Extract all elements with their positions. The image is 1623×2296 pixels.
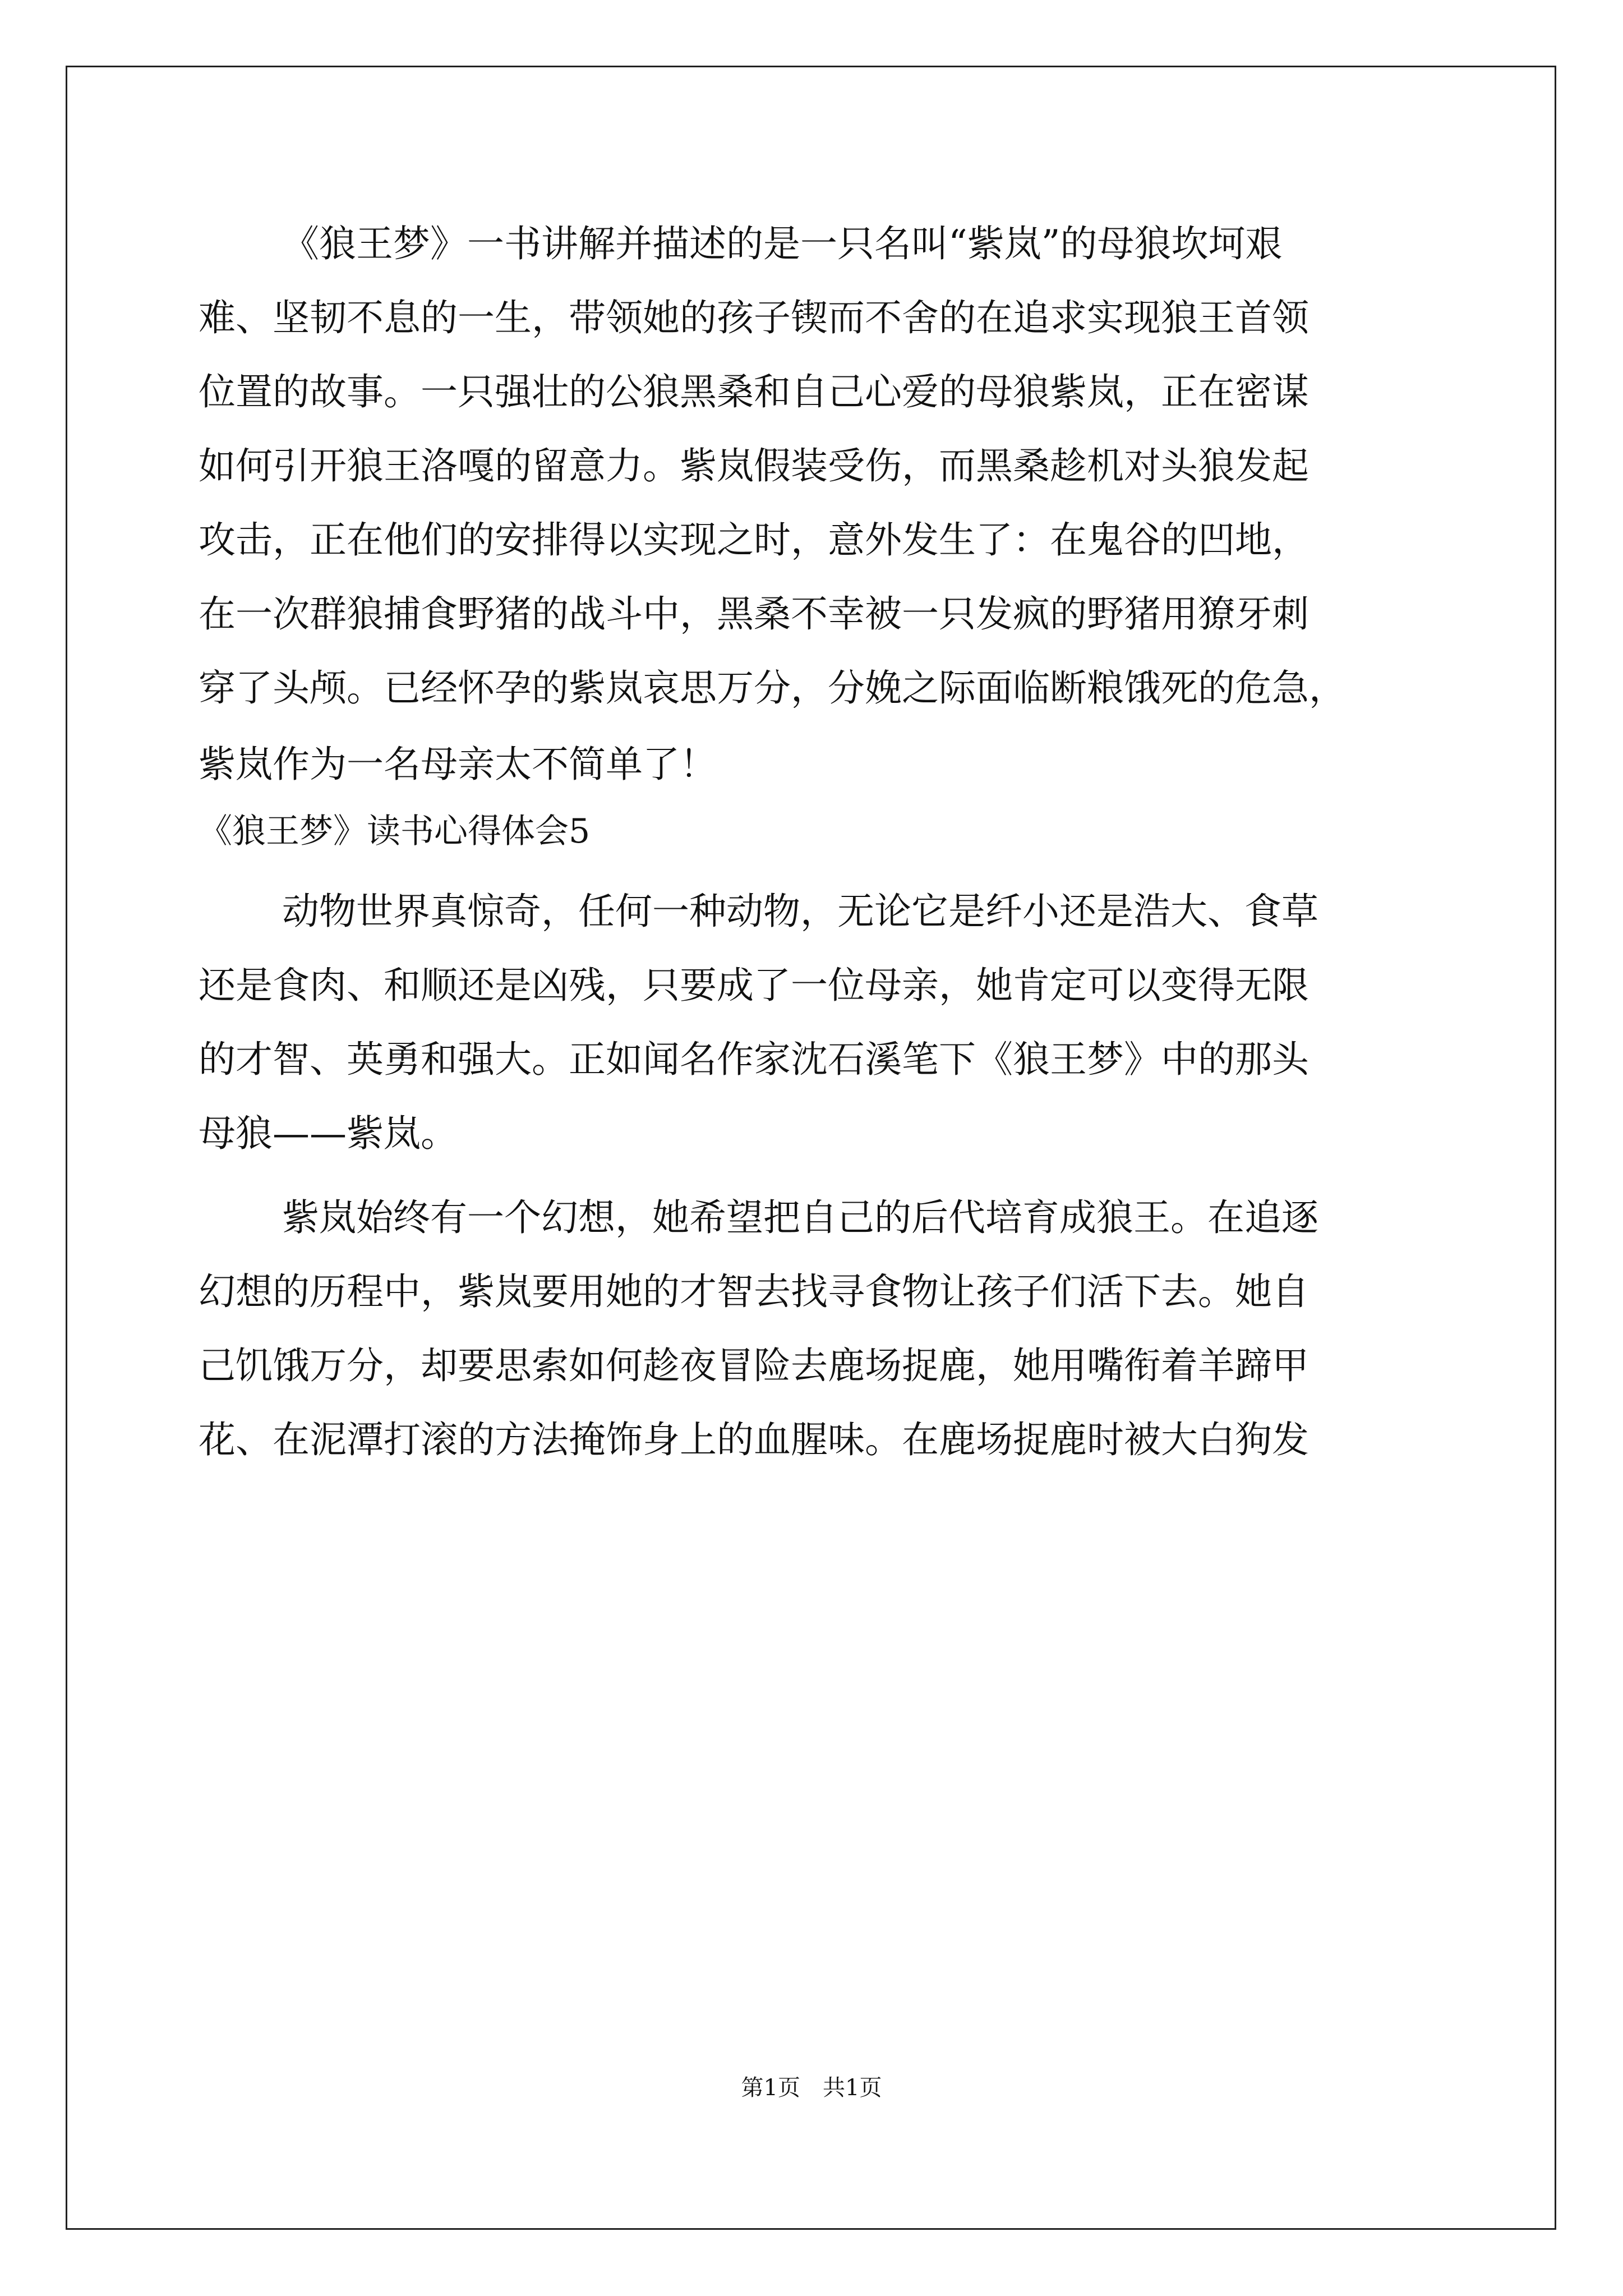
text-line: 攻击，正在他们的安排得以实现之时，意外发生了：在鬼谷的凹地，: [199, 518, 1309, 562]
text-line: 位置的故事。一只强壮的公狼黑桑和自己心爱的母狼紫岚，正在密谋: [199, 370, 1309, 413]
text-line: 己饥饿万分，却要思索如何趁夜冒险去鹿场捉鹿，她用嘴衔着羊蹄甲: [199, 1344, 1309, 1387]
text-line: 紫岚始终有一个幻想，她希望把自己的后代培育成狼王。在追逐: [282, 1196, 1318, 1239]
text-line: 穿了头颅。已经怀孕的紫岚哀思万分，分娩之际面临断粮饿死的危急，: [199, 666, 1346, 710]
text-line: 还是食肉、和顺还是凶残，只要成了一位母亲，她肯定可以变得无限: [199, 964, 1309, 1007]
text-line: 花、在泥潭打滚的方法掩饰身上的血腥味。在鹿场捉鹿时被大白狗发: [199, 1418, 1309, 1461]
text-line: 在一次群狼捕食野猪的战斗中，黑桑不幸被一只发疯的野猪用獠牙刺: [199, 592, 1309, 636]
text-line: 紫岚作为一名母亲太不简单了！: [199, 743, 717, 786]
text-line: 动物世界真惊奇，任何一种动物，无论它是纤小还是浩大、食草: [282, 890, 1318, 933]
text-line: 如何引开狼王洛嘎的留意力。紫岚假装受伤，而黑桑趁机对头狼发起: [199, 444, 1309, 487]
text-line: 难、坚韧不息的一生，带领她的孩子锲而不舍的在追求实现狼王首领: [199, 296, 1309, 339]
page-footer: 第1页 共1页: [741, 2075, 882, 2101]
section-title: 《狼王梦》读书心得体会5: [199, 812, 591, 851]
text-line: 幻想的历程中，紫岚要用她的才智去找寻食物让孩子们活下去。她自: [199, 1270, 1309, 1313]
text-line: 的才智、英勇和强大。正如闻名作家沈石溪笔下《狼王梦》中的那头: [199, 1038, 1309, 1081]
text-line: 母狼——紫岚。: [199, 1112, 458, 1155]
text-line: 《狼王梦》一书讲解并描述的是一只名叫“紫岚”的母狼坎坷艰: [282, 222, 1283, 265]
